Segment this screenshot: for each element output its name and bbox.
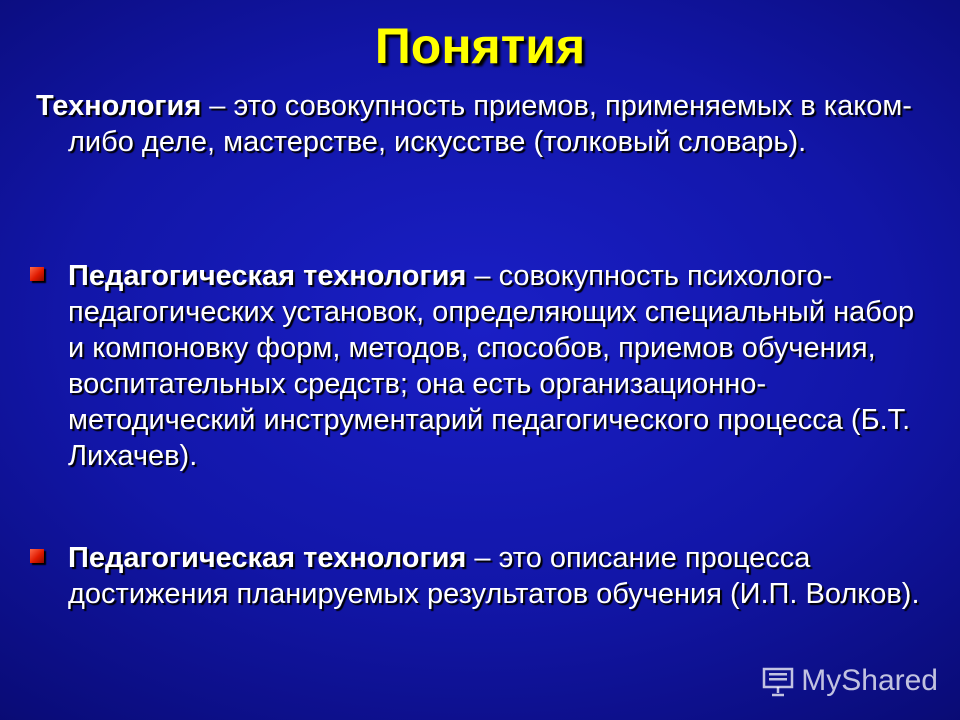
- bullet-square-icon: [30, 267, 44, 281]
- term-technology: Технология: [36, 90, 202, 122]
- definition-technology-text: – это совокупность приемов, применяемых в каком-либо деле, мастерстве, искусстве (толковый словарь).: [68, 90, 912, 158]
- bullet-text-volkov: [68, 540, 920, 612]
- definition-volkov: – это описание процесса достижения планируемых результатов обучения (И.П. Волков).: [68, 542, 920, 610]
- bullet-text-likhachev: [68, 258, 920, 474]
- bullet-square-icon: [30, 549, 44, 563]
- slide-title: Понятия: [374, 18, 586, 74]
- watermark-logo: [761, 664, 938, 698]
- definition-technology: [36, 88, 948, 160]
- term-pedagogical-technology: Педагогическая технология: [68, 542, 467, 574]
- watermark-text: MyShared: [801, 664, 938, 697]
- presentation-board-icon: [761, 664, 795, 698]
- definition-likhachev: – совокупность психолого-педагогических установок, определяющих специальный набор и компоновку форм, методов, способов, приемов обучения, воспитательных средств; она есть организационно-методический инструментарий педагогического процесса (Б.Т. Лихачев).: [68, 260, 915, 472]
- term-pedagogical-technology: Педагогическая технология: [68, 260, 467, 292]
